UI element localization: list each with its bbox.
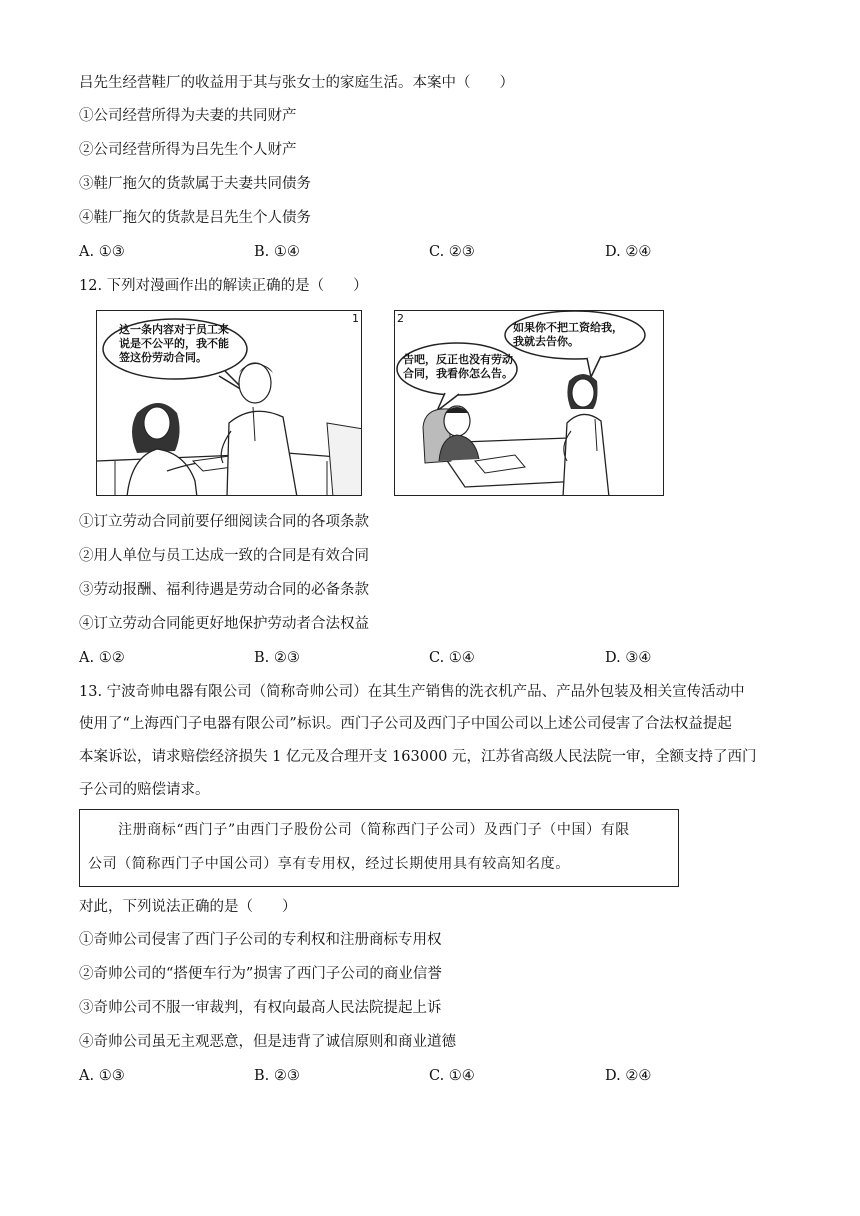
q13-question: 对此，下列说法正确的是（ ） [79,899,297,915]
q11-stem-tail: 吕先生经营鞋厂的收益用于其与张女士的家庭生活。本案中（ ） [79,75,514,91]
panel2-left-bubble-line-1: 告吧，反正也没有劳动 [403,353,513,366]
panel1-bubble-line-3: 签这份劳动合同。 [119,351,207,364]
q11-option-d[interactable]: D. ②④ [605,244,652,260]
q13-box-line-2: 公司（简称西门子中国公司）享有专用权，经过长期使用具有较高知名度。 [88,856,570,872]
comic-panel-2 [394,310,664,496]
q12-options [79,648,799,668]
q12-option-a[interactable]: A. ①② [79,650,125,666]
q13-item-1: ①奇帅公司侵害了西门子公司的专利权和注册商标专用权 [79,932,442,948]
panel2-right-bubble-line-2: 我就去告你。 [513,335,579,348]
q11-option-a[interactable]: A. ①③ [79,244,125,260]
q13-item-4: ④奇帅公司虽无主观恶意，但是违背了诚信原则和商业道德 [79,1034,456,1050]
q11-options [79,242,799,262]
q13-stem-line-2: 使用了“上海西门子电器有限公司”标识。西门子公司及西门子中国公司以上述公司侵害了合法权益提起 [79,716,732,732]
q13-option-d[interactable]: D. ②④ [605,1068,652,1084]
q12-option-c[interactable]: C. ①④ [429,650,475,666]
q13-stem-line-3: 本案诉讼，请求赔偿经济损失 1 亿元及合理开支 163000 元，江苏省高级人民法院一审，全额支持了西门 [79,749,757,765]
panel2-left-bubble-line-2: 合同，我看你怎么告。 [403,367,513,380]
q12-item-3: ③劳动报酬、福利待遇是劳动合同的必备条款 [79,582,369,598]
q12-item-1: ①订立劳动合同前要仔细阅读合同的各项条款 [79,514,369,530]
q12-stem: 12. 下列对漫画作出的解读正确的是（ ） [79,278,368,294]
q13-stem-line-1: 13. 宁波奇帅电器有限公司（简称奇帅公司）在其生产销售的洗衣机产品、产品外包装及相关宣传活动中 [79,684,745,700]
q12-item-2: ②用人单位与员工达成一致的合同是有效合同 [79,548,369,564]
q13-item-2: ②奇帅公司的“搭便车行为”损害了西门子公司的商业信誉 [79,966,442,982]
panel1-bubble-line-1: 这一条内容对于员工来 [119,323,229,336]
q11-option-b[interactable]: B. ①④ [254,244,300,260]
q13-box-line-1: 注册商标“西门子”由西门子股份公司（简称西门子公司）及西门子（中国）有限 [118,822,630,838]
q11-option-c[interactable]: C. ②③ [429,244,475,260]
q11-item-2: ②公司经营所得为吕先生个人财产 [79,142,297,158]
q13-options [79,1066,799,1086]
q13-stem-line-4: 子公司的赔偿请求。 [79,782,210,798]
q13-material-box [79,809,679,887]
q13-option-a[interactable]: A. ①③ [79,1068,125,1084]
comic-panel-2-number: 2 [397,312,404,325]
comic-panel-1 [96,310,362,496]
q11-item-3: ③鞋厂拖欠的货款属于夫妻共同债务 [79,176,311,192]
q13-item-3: ③奇帅公司不服一审裁判，有权向最高人民法院提起上诉 [79,1000,442,1016]
q12-option-d[interactable]: D. ③④ [605,650,652,666]
q11-item-4: ④鞋厂拖欠的货款是吕先生个人债务 [79,210,311,226]
panel1-bubble-line-2: 说是不公平的，我不能 [119,337,229,350]
q12-option-b[interactable]: B. ②③ [254,650,300,666]
q13-option-c[interactable]: C. ①④ [429,1068,475,1084]
q13-option-b[interactable]: B. ②③ [254,1068,300,1084]
panel2-right-bubble-line-1: 如果你不把工资给我， [513,321,623,334]
comic-panel-1-number: 1 [352,312,359,325]
q11-item-1: ①公司经营所得为夫妻的共同财产 [79,108,297,124]
q12-item-4: ④订立劳动合同能更好地保护劳动者合法权益 [79,616,369,632]
